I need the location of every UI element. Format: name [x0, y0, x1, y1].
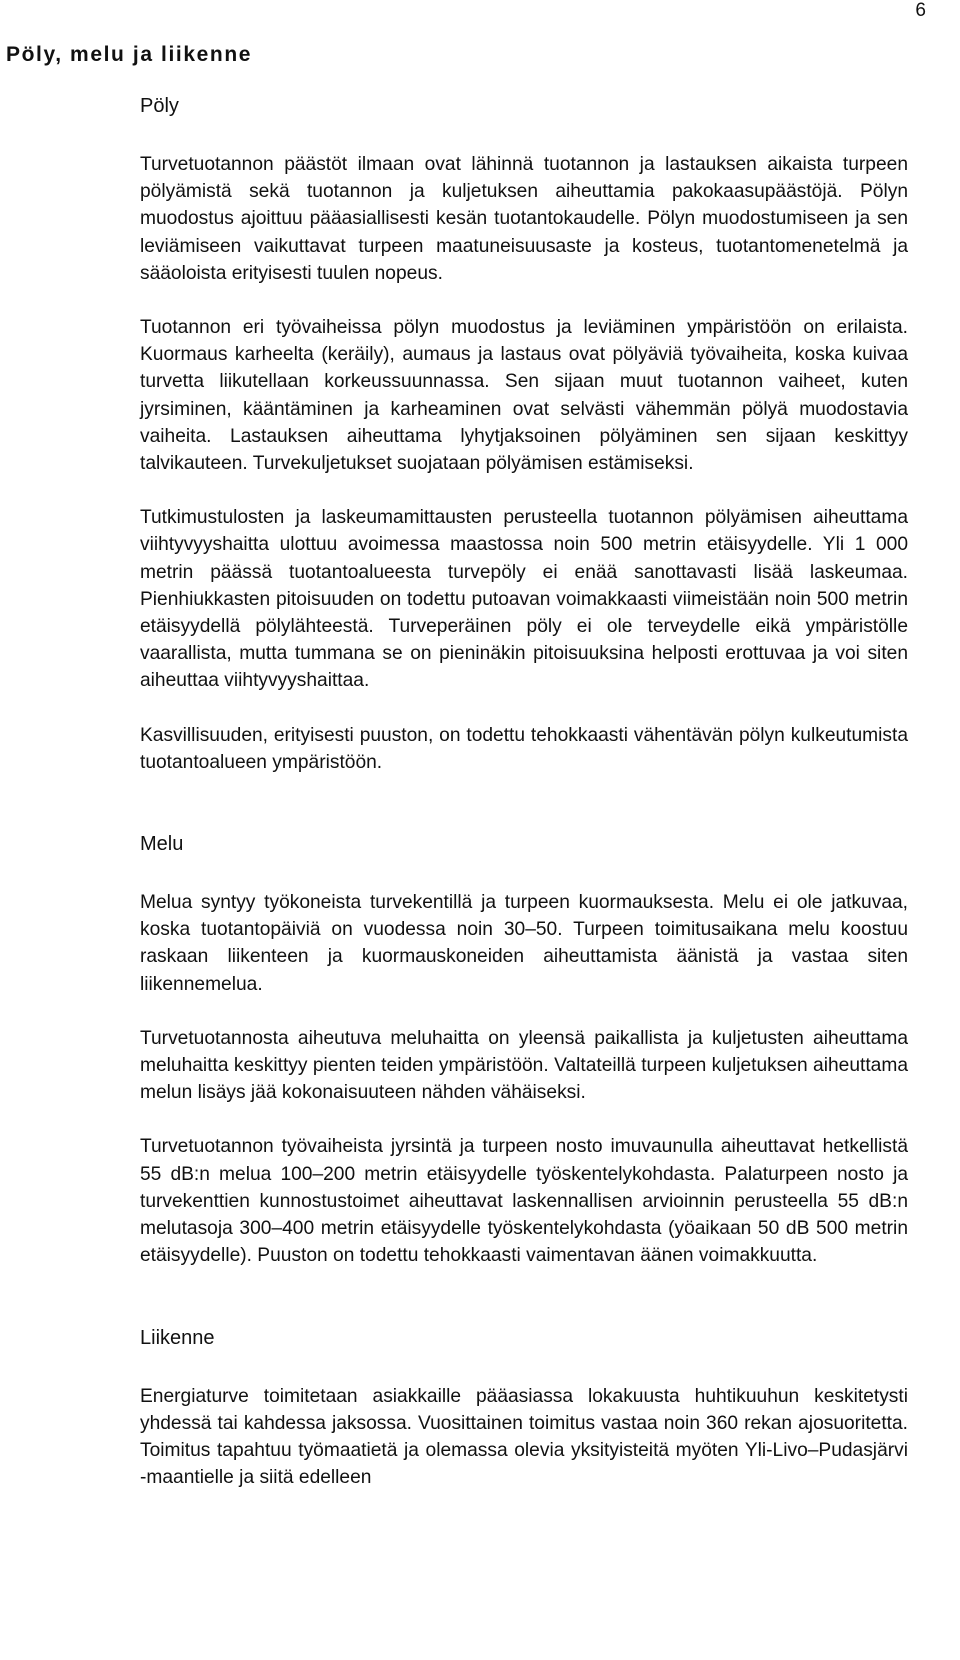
chapter-title: Pöly, melu ja liikenne: [6, 43, 253, 66]
paragraph: Turvetuotannosta aiheutuva meluhaitta on yleensä paikallista ja kuljetusten aiheuttama meluhaitta keskittyy pienten teiden ympäristöön. Valtateillä turpeen kuljetuksen aiheuttama melun lisäys jää kokonaisuuteen nähden vähäiseksi.: [140, 1027, 908, 1104]
document-body: [140, 92, 908, 1491]
section-heading-melu: Melu: [140, 833, 184, 856]
section-liikenne: [140, 1324, 908, 1492]
page-number: 6: [915, 0, 926, 21]
paragraph: Turvetuotannon päästöt ilmaan ovat lähinnä tuotannon ja lastauksen aikaista turpeen pölyämistä sekä tuotannon ja kuljetuksen aiheuttamia pakokaasupäästöjä. Pölyn muodostus ajoittuu pääasiallisesti kesän tuotantokaudelle. Pölyn muodostumiseen ja sen leviämiseen vaikuttavat turpeen maatuneisuusaste ja kosteus, tuotantomenetelmä ja sääoloista erityisesti tuulen nopeus.: [140, 154, 908, 284]
paragraph: Tutkimustulosten ja laskeumamittausten perusteella tuotannon pölyämisen aiheuttama viihtyvyyshaitta ulottuu avoimessa maastossa noin 500 metrin etäisyydelle. Yli 1 000 metrin päässä tuotantoalueesta turvepöly ei enää sanottavasti lisää laskeumaa. Pienhiukkasten pitoisuuden on todettu putoavan voimakkaasti viimeistään noin 500 metrin etäisyydellä pölylähteestä. Turveperäinen pöly ei ole terveydelle eikä ympäristölle vaarallista, mutta tummana se on pieninäkin pitoisuuksina helposti erottuvaa ja voi siten aiheuttaa viihtyvyyshaittaa.: [140, 507, 908, 692]
paragraph: Melua syntyy työkoneista turvekentillä ja turpeen kuormauksesta. Melu ei ole jatkuvaa, koska tuotantopäiviä on vuodessa noin 30–50. Turpeen toimitusaikana melu koostuu raskaan liikenteen ja kuormauskoneiden aiheuttamista äänistä ja vastaa siten liikennemelua.: [140, 892, 908, 995]
paragraph: Energiaturve toimitetaan asiakkaille pääasiassa lokakuusta huhtikuuhun keskitetysti yhdessä tai kahdessa jaksossa. Vuosittainen toimitus vastaa noin 360 rekan ajosuoritetta. Toimitus tapahtuu työmaatietä ja olemassa olevia yksityisteitä myöten Yli-Livo–Pudasjärvi -maantielle ja siitä edelleen: [140, 1385, 908, 1489]
section-heading-poly: Pöly: [140, 95, 179, 117]
paragraph: Tuotannon eri työvaiheissa pölyn muodostus ja leviäminen ympäristöön on erilaista. Kuormaus karheelta (keräily), aumaus ja lastaus ovat pölyäviä työvaiheita, koska kuivaa turvetta liikutellaan korkeussuunnassa. Sen sijaan muut tuotannon vaiheet, kuten jyrsiminen, kääntäminen ja karheaminen ovat selvästi vähemmän pölyä muodostavia vaiheita. Lastauksen aiheuttama lyhytjaksoinen pölyäminen sen sijaan keskittyy talvikauteen. Turvekuljetukset suojataan pölyämisen estämiseksi.: [140, 317, 908, 475]
section-poly: [140, 92, 908, 776]
paragraph: Turvetuotannon työvaiheista jyrsintä ja turpeen nosto imuvaunulla aiheuttavat hetkellistä 55 dB:n melua 100–200 metrin etäisyydelle työskentelykohdasta. Palaturpeen nosto ja turvekenttien kunnostustoimet aiheuttavat laskennallisen arvioinnin perusteella 55 dB:n melutasoja 300–400 metrin etäisyydelle työskentelykohdasta (yöaikaan 50 dB 500 metrin etäisyydelle). Puuston on todettu tehokkaasti vaimentavan äänen voimakkuutta.: [140, 1136, 908, 1267]
section-heading-liikenne: Liikenne: [140, 1326, 215, 1349]
paragraph: Kasvillisuuden, erityisesti puuston, on todettu tehokkaasti vähentävän pölyn kulkeutumista tuotantoalueen ympäristöön.: [140, 724, 908, 773]
section-melu: [140, 830, 908, 1269]
